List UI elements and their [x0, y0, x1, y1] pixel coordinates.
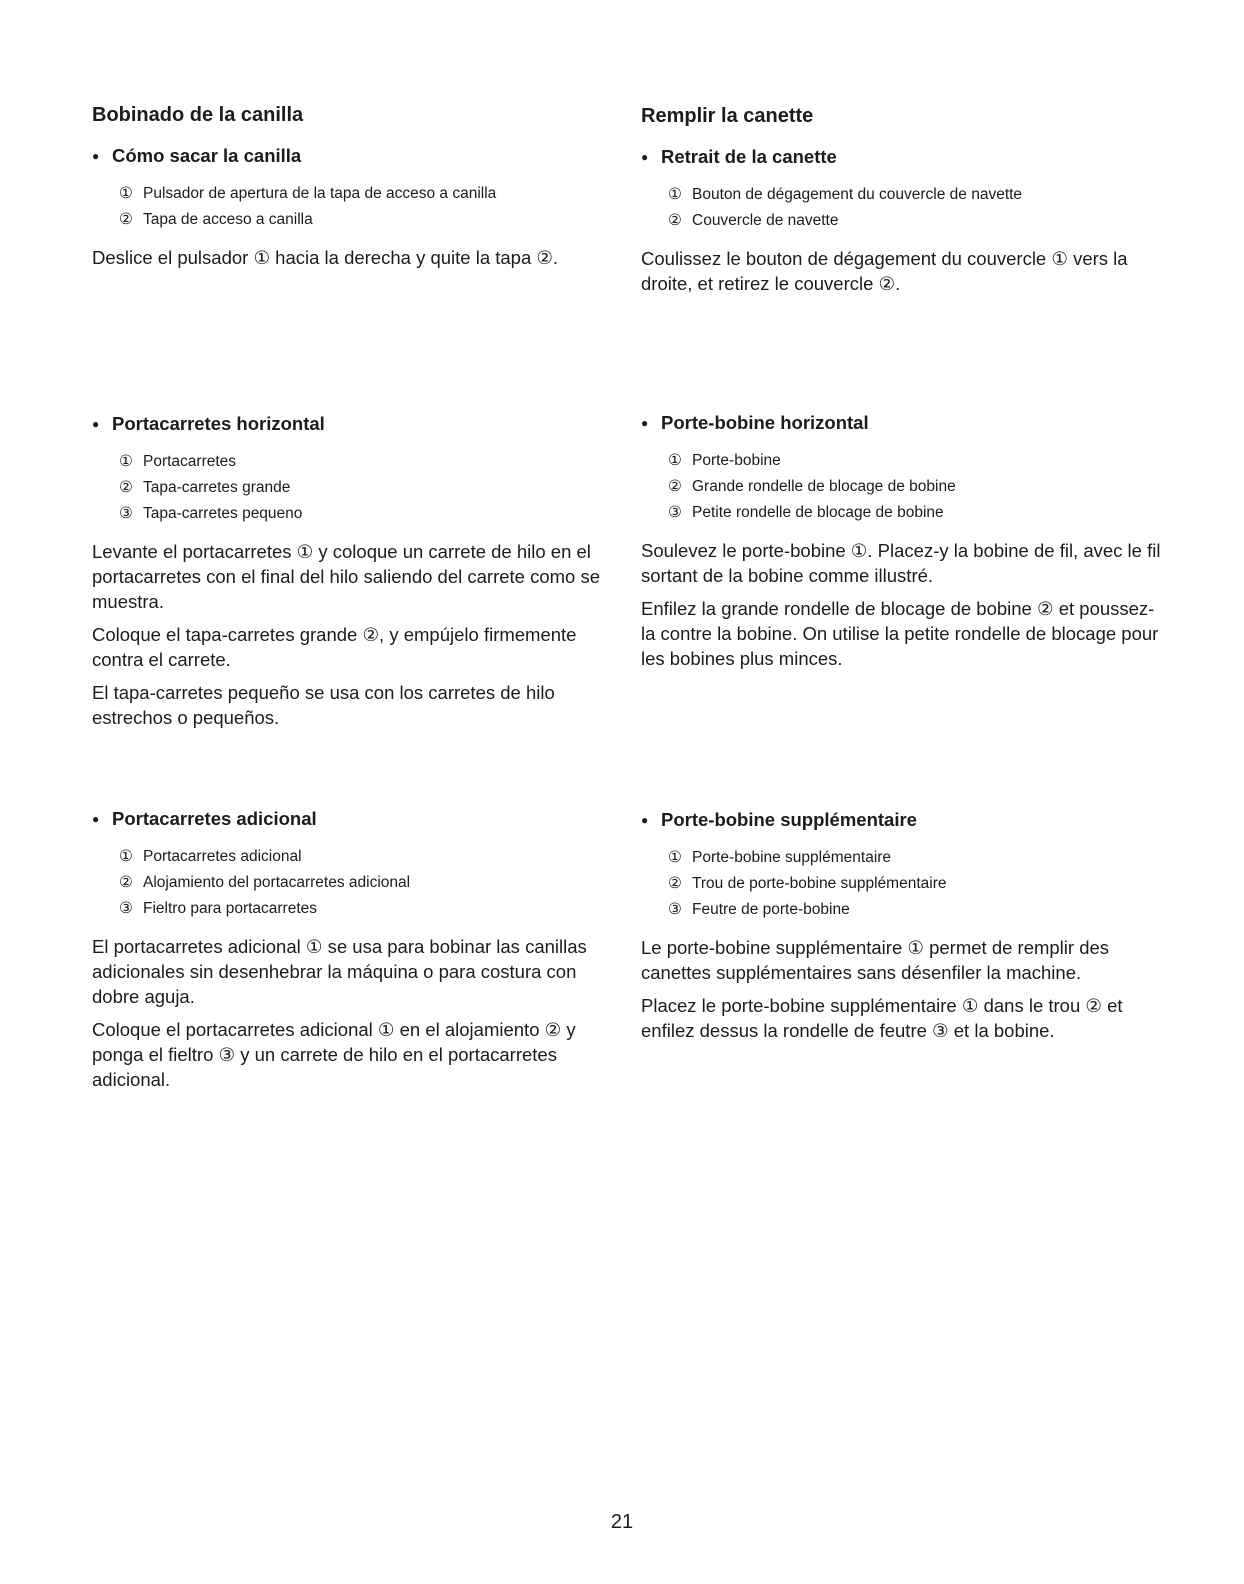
french-paragraph: Coulissez le bouton de dégagement du couvercle ① vers la droite, et retirez le couvercle ②.	[641, 248, 1128, 294]
bullet-icon: ●	[641, 150, 649, 164]
bullet-icon: ●	[641, 416, 649, 430]
spanish-section-bobinado	[92, 103, 612, 278]
spanish-parts-list-adicional	[92, 844, 612, 922]
list-item: ② Tapa de acceso a canilla	[119, 211, 313, 228]
spanish-paragraph: El portacarretes adicional ① se usa para bobinar las canillas adicionales sin desenhebrar la máquina o para costura con dobre aguja.	[92, 936, 587, 1007]
spanish-parts-list-canilla	[92, 181, 612, 233]
spanish-paragraph: El tapa-carretes pequeño se usa con los carretes de hilo estrechos o pequeños.	[92, 682, 555, 728]
french-main-title: Remplir la canette	[641, 105, 814, 127]
french-section-porte-bobine-horizontal	[641, 412, 1161, 679]
spanish-section-portacarretes-horizontal	[92, 413, 612, 738]
french-paragraph: Le porte-bobine supplémentaire ① permet de remplir des canettes supplémentaires sans désenfiler la machine.	[641, 937, 1110, 983]
french-heading-porte-bobine-horizontal: ● Porte-bobine horizontal	[641, 412, 869, 433]
spanish-main-title: Bobinado de la canilla	[92, 104, 304, 126]
list-item: ② Alojamiento del portacarretes adicional	[119, 874, 411, 891]
list-item: ② Grande rondelle de blocage de bobine	[668, 478, 956, 495]
list-item: ③ Petite rondelle de blocage de bobine	[668, 504, 944, 521]
list-item: ③ Fieltro para portacarretes	[119, 900, 318, 917]
spanish-heading-portacarretes-horizontal: ● Portacarretes horizontal	[92, 413, 325, 434]
list-item: ② Trou de porte-bobine supplémentaire	[668, 875, 947, 892]
french-section-remplir	[641, 104, 1161, 304]
bullet-icon: ●	[92, 149, 100, 163]
spanish-section-portacarretes-adicional	[92, 808, 612, 1100]
list-item: ② Couvercle de navette	[668, 212, 839, 229]
list-item: ① Porte-bobine	[668, 452, 781, 469]
spanish-heading-como-sacar: ● Cómo sacar la canilla	[92, 145, 302, 166]
french-paragraph: Enfilez la grande rondelle de blocage de bobine ② et poussez-la contre la bobine. On utilise la petite rondelle de blocage pour les bobines plus minces.	[641, 598, 1159, 669]
list-item: ① Portacarretes	[119, 453, 237, 470]
spanish-heading-portacarretes-adicional: ● Portacarretes adicional	[92, 808, 317, 829]
spanish-paragraph: Coloque el portacarretes adicional ① en el alojamiento ② y ponga el fieltro ③ y un carrete de hilo en el portacarretes adicional.	[92, 1019, 576, 1090]
list-item: ① Bouton de dégagement du couvercle de navette	[668, 186, 1023, 203]
french-section-porte-bobine-supplementaire	[641, 809, 1161, 1051]
french-paragraph: Placez le porte-bobine supplémentaire ① dans le trou ② et enfilez dessus la rondelle de feutre ③ et la bobine.	[641, 995, 1123, 1041]
spanish-paragraph: Coloque el tapa-carretes grande ②, y empújelo firmemente contra el carrete.	[92, 624, 577, 670]
french-parts-list-supplementaire	[641, 845, 1161, 923]
list-item: ① Porte-bobine supplémentaire	[668, 849, 892, 866]
french-paragraph: Soulevez le porte-bobine ①. Placez-y la bobine de fil, avec le fil sortant de la bobine comme illustré.	[641, 540, 1161, 586]
spanish-parts-list-horizontal	[92, 449, 612, 527]
spanish-paragraph: Deslice el pulsador ① hacia la derecha y quite la tapa ②.	[92, 247, 559, 268]
french-parts-list-canette	[641, 182, 1161, 234]
list-item: ③ Feutre de porte-bobine	[668, 901, 850, 918]
french-heading-porte-bobine-supplementaire: ● Porte-bobine supplémentaire	[641, 809, 917, 830]
list-item: ② Tapa-carretes grande	[119, 479, 291, 496]
french-parts-list-horizontal	[641, 448, 1161, 526]
bullet-icon: ●	[641, 813, 649, 827]
list-item: ① Pulsador de apertura de la tapa de acceso a canilla	[119, 185, 497, 202]
list-item: ① Portacarretes adicional	[119, 848, 302, 865]
page-number: 21	[610, 1511, 634, 1533]
spanish-paragraph: Levante el portacarretes ① y coloque un carrete de hilo en el portacarretes con el final del hilo saliendo del carrete como se muestra.	[92, 541, 601, 612]
bullet-icon: ●	[92, 417, 100, 431]
bullet-icon: ●	[92, 812, 100, 826]
list-item: ③ Tapa-carretes pequeno	[119, 505, 303, 522]
french-heading-retrait: ● Retrait de la canette	[641, 146, 837, 167]
